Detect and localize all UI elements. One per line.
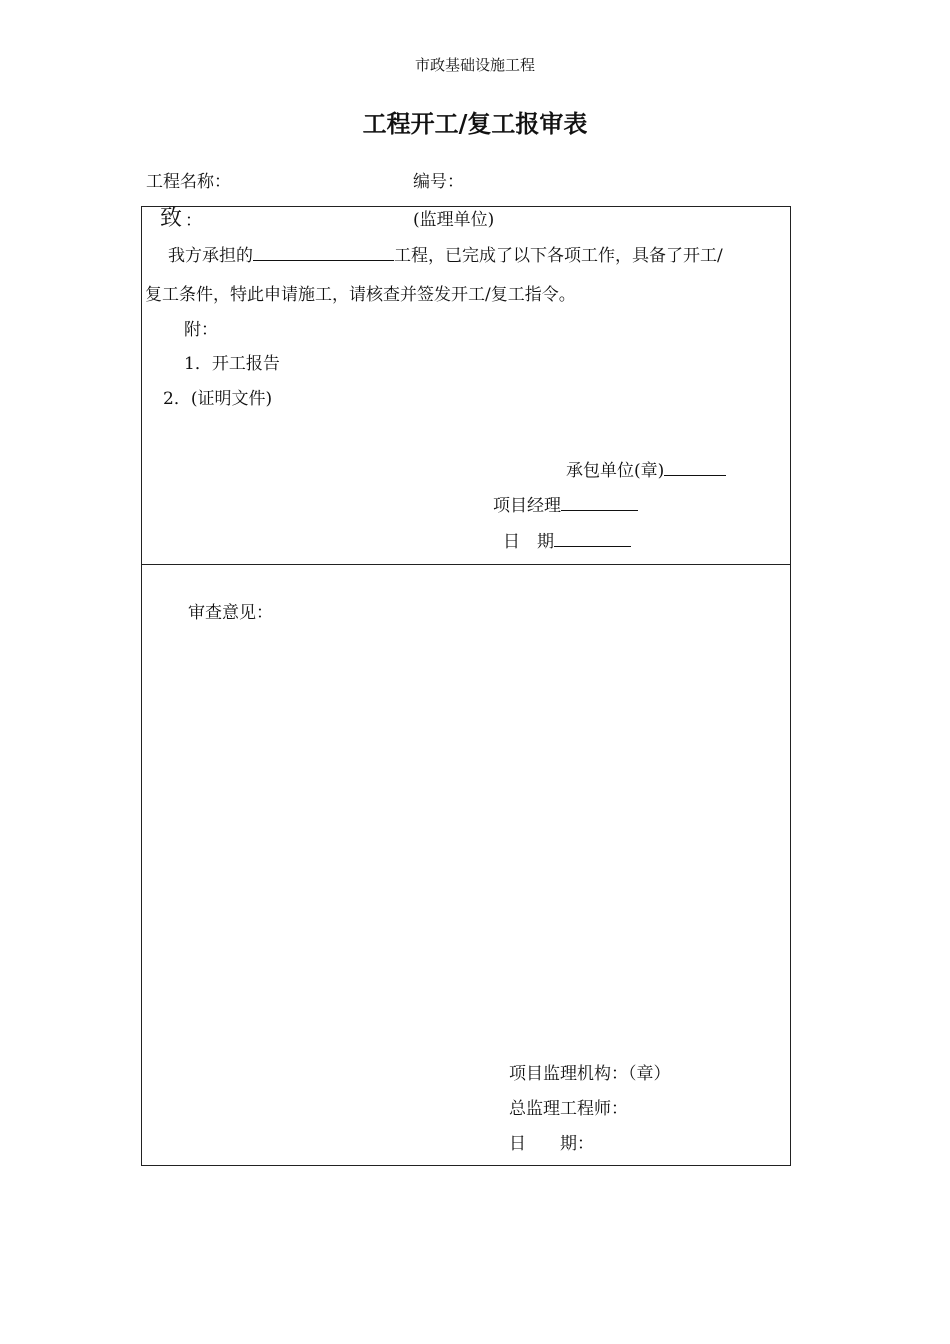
attachment-item: 2．(证明文件)	[163, 389, 273, 409]
to-label: 致	[160, 206, 183, 231]
attachment-item: 1．开工报告	[184, 354, 280, 374]
section-divider	[142, 564, 790, 565]
application-line-2: 复工条件，特此申请施工，请核查并签发开工/复工指令。	[145, 285, 576, 305]
date-sign-row	[503, 534, 631, 551]
body-prefix: 我方承担的	[168, 246, 253, 266]
supervisor-unit-label: (监理单位)	[413, 210, 495, 230]
chief-engineer-label: 总监理工程师：	[509, 1099, 628, 1119]
to-colon: ：	[185, 211, 202, 231]
contractor-label: 承包单位(章)	[566, 461, 665, 481]
form-table	[141, 206, 791, 1166]
pm-blank	[561, 509, 638, 511]
date-label: 日 期	[503, 532, 554, 552]
number-label: 编号：	[413, 172, 464, 192]
supervision-org-label: 项目监理机构：（章）	[509, 1064, 671, 1084]
pm-label: 项目经理	[493, 496, 561, 516]
body-line1-suffix: 工程，已完成了以下各项工作，具备了开工/	[394, 246, 723, 266]
contractor-sign-row	[566, 463, 726, 480]
form-title: 工程开工/复工报审表	[362, 109, 588, 138]
date-blank	[554, 545, 631, 547]
contractor-blank	[664, 474, 726, 476]
review-label: 审查意见：	[188, 603, 273, 623]
application-line-1	[168, 248, 723, 265]
attachment-label: 附：	[184, 320, 218, 340]
project-name-label: 工程名称：	[146, 172, 231, 192]
pm-sign-row	[493, 498, 638, 515]
review-date-label: 日 期：	[509, 1134, 594, 1154]
page-header: 市政基础设施工程	[414, 56, 535, 74]
project-blank	[253, 259, 394, 261]
